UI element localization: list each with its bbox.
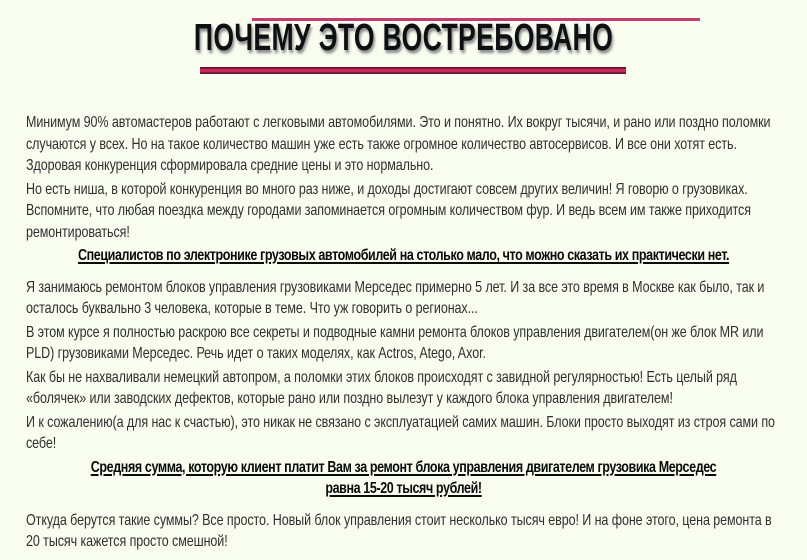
text-column bbox=[26, 112, 781, 553]
paragraph-failures: И к сожалению(а для нас к счастью), это никак не связано с эксплуатацией самих машин. Блоки просто выходят из строя сами по себе! bbox=[26, 413, 775, 452]
paragraph-course-scope: В этом курсе я полностью раскрою все секреты и подводные камни ремонта блоков управления двигателем(он же блок MR или PLD) грузовиками Мерседес. Речь идет о таких моделях, как Actros, Atego, Axor. bbox=[26, 323, 764, 362]
callout-average-price bbox=[26, 457, 781, 500]
section-header bbox=[0, 0, 807, 57]
callout-line: Средняя сумма, которую клиент платит Вам за ремонт блока управления двигателем грузовика Мерседес bbox=[90, 458, 717, 476]
paragraph-price-origin: Откуда берутся такие суммы? Все просто. Новый блок управления стоит несколько тысяч евро! И на фоне этого, цена ремонта в 20 тысяч кажется просто смешной! bbox=[26, 511, 772, 550]
callout-line: Специалистов по электронике грузовых автомобилей на столько мало, что можно сказать их практически нет. bbox=[77, 247, 730, 264]
callout-specialists-scarcity bbox=[26, 245, 781, 267]
paragraph-niche: Но есть ниша, в которой конкуренция во много раз ниже, и доходы достигают совсем других величин! Я говорю о грузовиках. Вспомните, что любая поездка между городами запоминается огромным количеством фур. И ведь всем им также приходится ремонтироваться! bbox=[26, 180, 751, 241]
section-body bbox=[26, 112, 781, 560]
paragraph-competition: Минимум 90% автомастеров работают с легковыми автомобилями. Это и понятно. Их вокруг тысячи, и рано или поздно поломки случаются у всех. Но на такое количество машин уже есть также огромное количество автосервисов. И все они хотят есть. Здоровая конкуренция сформировала средние цены и это нормально. bbox=[26, 114, 771, 174]
paragraph-defects: Как бы не нахваливали немецкий автопром, а поломки этих блоков происходят с завидной регулярностью! Есть целый ряд «болячек» или заводских дефектов, которые рано или поздно вылезут у каждого блока управления двигателем! bbox=[26, 368, 737, 407]
page-title: ПОЧЕМУ ЭТО ВОСТРЕБОВАНО bbox=[193, 17, 614, 59]
paragraph-experience: Я занимаюсь ремонтом блоков управления грузовиками Мерседес примерно 5 лет. И за все это время в Москве как было, так и осталось буквально 3 человека, которые в теме. Что уж говорить о регионах... bbox=[26, 278, 765, 317]
title-underline-bar bbox=[200, 67, 626, 74]
callout-line: равна 15-20 тысяч рублей! bbox=[325, 480, 482, 497]
